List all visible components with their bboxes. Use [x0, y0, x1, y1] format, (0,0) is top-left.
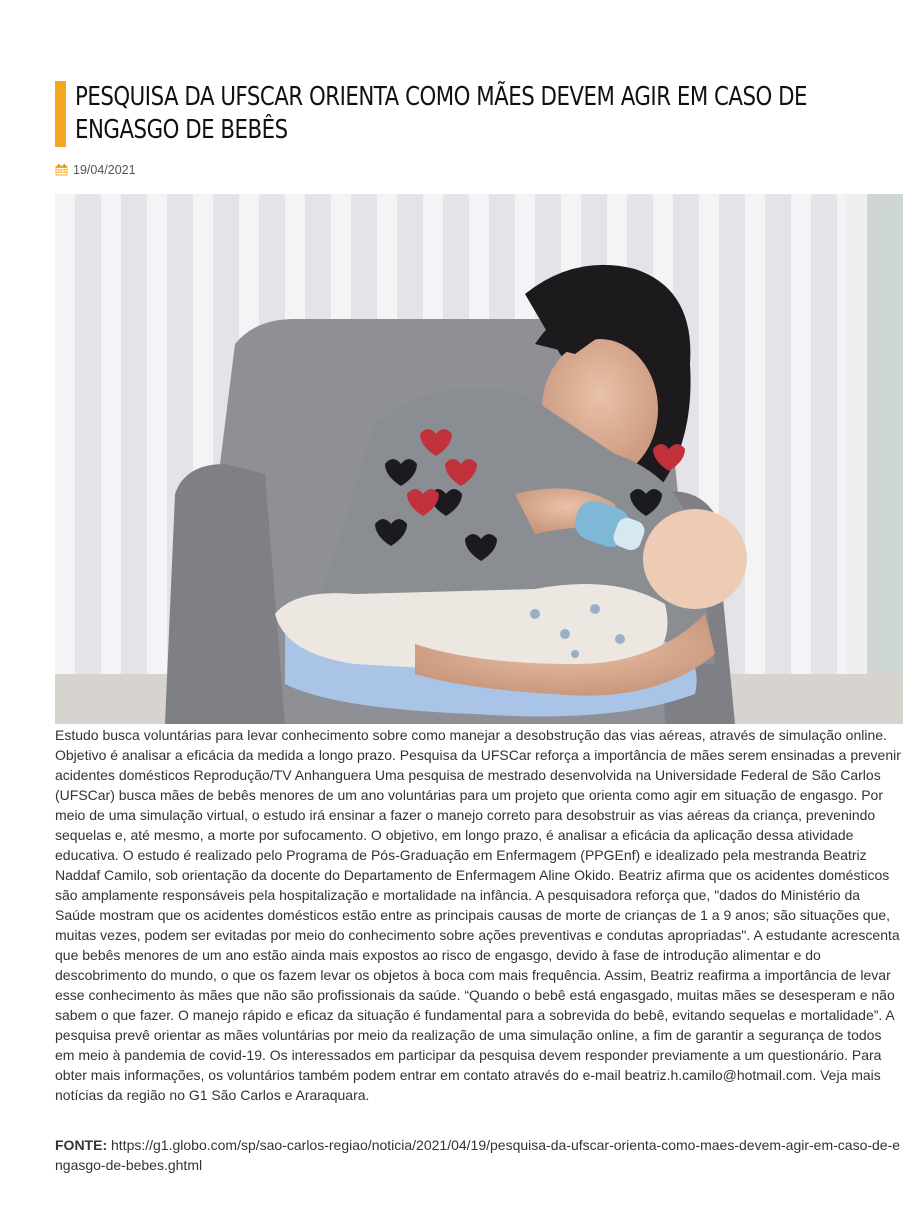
source-link[interactable]: https://g1.globo.com/sp/sao-carlos-regiao/noticia/2021/04/19/pesquisa-da-ufscar-orienta-como-maes-devem-agir-em-caso-de-engasgo-de-bebes.ghtml: [55, 1137, 901, 1173]
source-line: [55, 1135, 903, 1175]
title-accent-bar: [55, 81, 66, 147]
post-meta: [55, 161, 903, 179]
calendar-icon: [55, 164, 68, 176]
article-photo: [55, 194, 903, 724]
article-body: Estudo busca voluntárias para levar conhecimento sobre como manejar a desobstrução das vias aéreas, através de simulação online. Objetivo é analisar a eficácia da medida a longo prazo. Pesquisa da UFSCar reforça a importância de mães serem ensinadas a prevenir acidentes domésticos Reprodução/TV Anhanguera Uma pesquisa de mestrado desenvolvida na Universidade Federal de São Carlos (UFSCar) busca mães de bebês menores de um ano voluntárias para um projeto que orienta como agir em situação de engasgo. Por meio de uma simulação virtual, o estudo irá ensinar a fazer o manejo correto para desobstruir as vias aéreas da criança, prevenindo sequelas e, até mesmo, a morte por sufocamento. O objetivo, em longo prazo, é analisar a eficácia da aplicação dessa atividade educativa. O estudo é realizado pelo Programa de Pós-Graduação em Enfermagem (PPGEnf) e idealizado pela mestranda Beatriz Naddaf Camilo, sob orientação da docente do Departamento de Enfermagem Aline Okido. Beatriz afirma que os acidentes domésticos são amplamente responsáveis pela hospitalização e mortalidade na infância. A pesquisadora reforça que, "dados do Ministério da Saúde mostram que os acidentes domésticos estão entre as principais causas de morte de crianças de 1 a 9 anos; são situações que, muitas vezes, podem ser evitadas por meio do conhecimento sobre ações preventivas e condutas apropriadas". A estudante acrescenta que bebês menores de um ano estão ainda mais expostos ao risco de engasgo, devido à fase de introdução alimentar e do descobrimento do mundo, o que os fazem levar os objetos à boca com mais frequência. Assim, Beatriz reafirma a importância de levar esse conhecimento às mães que não são profissionais da saúde. “Quando o bebê está engasgado, muitas mães se desesperam e não sabem o que fazer. O manejo rápido e eficaz da situação é fundamental para a sobrevida do bebê, evitando sequelas e mortalidade”. A pesquisa prevê orientar as mães voluntárias por meio da realização de uma simulação online, a fim de garantir a segurança de todos em meio à pandemia de covid-19. Os interessados em participar da pesquisa devem responder previamente a um questionário. Para obter mais informações, os voluntários também podem entrar em contato através do e-mail beatriz.h.camilo@hotmail.com. Veja mais notícias da região no G1 São Carlos e Araraquara.: [55, 727, 901, 1103]
article: [55, 81, 903, 1175]
title-block: [55, 81, 903, 147]
page-title: PESQUISA DA UFSCAR ORIENTA COMO MÃES DEVEM AGIR EM CASO DE ENGASGO DE BEBÊS: [75, 82, 808, 145]
source-label: FONTE:: [55, 1137, 108, 1153]
post-date: 19/04/2021: [73, 163, 136, 177]
